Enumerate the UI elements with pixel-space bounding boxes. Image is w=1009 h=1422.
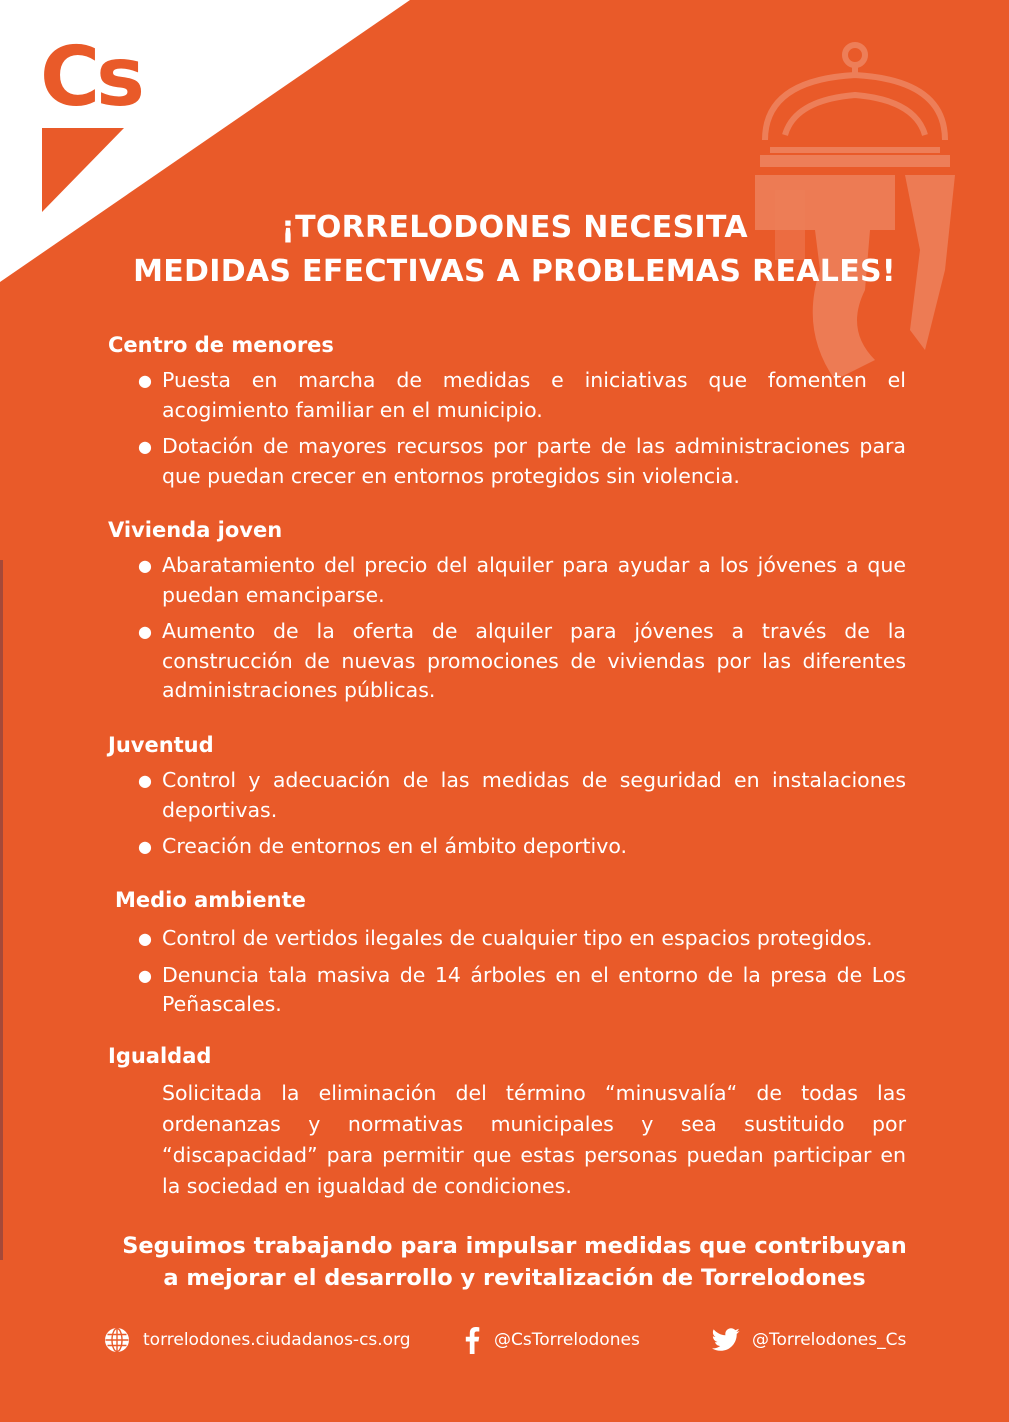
- section-heading-centro-menores: Centro de menores: [108, 333, 334, 357]
- page-title: [60, 206, 969, 294]
- section-heading-medio-ambiente: Medio ambiente: [115, 888, 306, 912]
- footer-facebook-text: @CsTorrelodones: [494, 1330, 640, 1350]
- list-item: ● Dotación de mayores recursos por parte de las administraciones para que puedan crecer en entornos protegidos sin violencia.: [138, 432, 906, 491]
- globe-icon: [103, 1326, 131, 1354]
- closing-statement: [60, 1230, 969, 1294]
- town-crest-watermark-icon: [745, 30, 965, 380]
- list-item: ● Creación de entornos en el ámbito deportivo.: [138, 832, 906, 862]
- footer-twitter-link[interactable]: [712, 1322, 906, 1358]
- section-paragraph-igualdad: Solicitada la eliminación del término “minusvalía“ de todas las ordenanzas y normativas municipales y sea sustituido por “discapacidad” para permitir que estas personas puedan participar en la sociedad en igualdad de condiciones.: [162, 1081, 906, 1198]
- bullet-dot-icon: ●: [138, 371, 152, 390]
- footer-website-text: torrelodones.ciudadanos-cs.org: [143, 1330, 411, 1350]
- list-item: ● Puesta en marcha de medidas e iniciativas que fomenten el acogimiento familiar en el municipio.: [138, 366, 906, 425]
- footer-facebook-link[interactable]: [462, 1322, 640, 1358]
- list-item: ● Denuncia tala masiva de 14 árboles en el entorno de la presa de Los Peñascales.: [138, 961, 906, 1020]
- list-item: ● Abaratamiento del precio del alquiler para ayudar a los jóvenes a que puedan emanciparse.: [138, 551, 906, 610]
- bullet-dot-icon: ●: [138, 556, 152, 575]
- cs-logo: [40, 28, 180, 188]
- bullet-dot-icon: ●: [138, 437, 152, 456]
- bullet-dot-icon: ●: [138, 837, 152, 856]
- footer-website-link[interactable]: [103, 1322, 411, 1358]
- bullet-dot-icon: ●: [138, 622, 152, 641]
- section-list-centro-menores: [138, 366, 906, 498]
- bullet-dot-icon: ●: [138, 965, 152, 985]
- section-heading-igualdad: Igualdad: [108, 1044, 212, 1068]
- section-list-medio-ambiente: [138, 924, 906, 1027]
- left-edge-strip: [0, 560, 3, 1260]
- closing-line-2: a mejorar el desarrollo y revitalización de Torrelodones: [163, 1265, 866, 1291]
- list-item: ● Aumento de la oferta de alquiler para jóvenes a través de la construcción de nuevas promociones de viviendas por las diferentes administraciones públicas.: [138, 617, 906, 706]
- cs-logo-text: Cs: [40, 30, 141, 125]
- title-line-2: MEDIDAS EFECTIVAS A PROBLEMAS REALES!: [133, 254, 896, 289]
- section-heading-juventud: Juventud: [108, 733, 214, 757]
- section-heading-vivienda-joven: Vivienda joven: [108, 518, 283, 542]
- section-list-juventud: [138, 766, 906, 869]
- twitter-icon: [712, 1326, 740, 1354]
- closing-line-1: Seguimos trabajando para impulsar medidas que contribuyan: [122, 1233, 907, 1259]
- list-item: ● Control de vertidos ilegales de cualquier tipo en espacios protegidos.: [138, 924, 906, 954]
- bullet-dot-icon: ●: [138, 771, 152, 790]
- logo-triangle-icon: [42, 128, 124, 212]
- footer: [0, 1322, 1009, 1358]
- section-list-vivienda-joven: [138, 551, 906, 713]
- footer-twitter-text: @Torrelodones_Cs: [752, 1330, 907, 1350]
- title-line-1: ¡TORRELODONES NECESITA: [281, 210, 748, 245]
- list-item: ● Control y adecuación de las medidas de seguridad en instalaciones deportivas.: [138, 766, 906, 825]
- facebook-icon: [462, 1326, 482, 1354]
- bullet-dot-icon: ●: [138, 929, 152, 948]
